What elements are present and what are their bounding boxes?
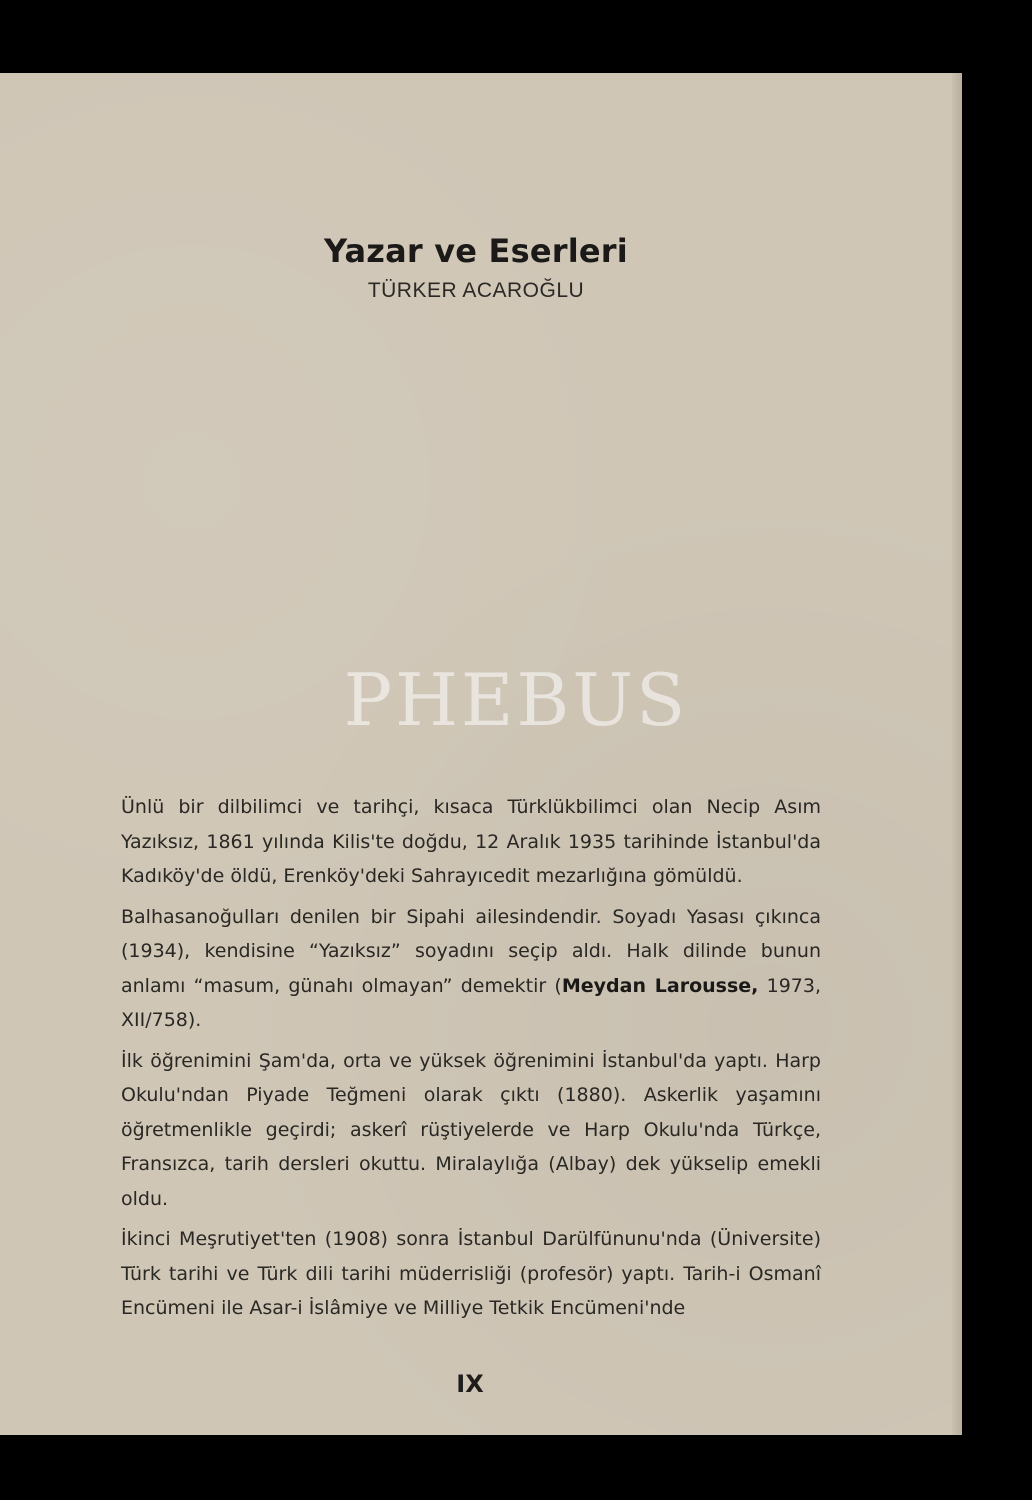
title-block bbox=[0, 229, 952, 305]
paragraph-4: İkinci Meşrutiyet'ten (1908) sonra İstanbul Darülfünunu'nda (Üniversite) Türk tarihi ve Türk dili tarihi müderrisliği (profesör) yaptı. Tarih-i Osmanî Encümeni ile Asar-i İslâmiye ve Milliye Tetkik Encümeni'nde bbox=[121, 1228, 821, 1319]
paragraph-1: Ünlü bir dilbilimci ve tarihçi, kısaca Türklükbilimci olan Necip Asım Yazıksız, 1861 yılında Kilis'te doğdu, 12 Aralık 1935 tarihinde İstanbul'da Kadıköy'de öldü, Erenköy'deki Sahrayıcedit mezarlığına gömüldü. bbox=[121, 796, 821, 887]
page-number: IX bbox=[456, 1370, 484, 1398]
watermark: PHEBUS bbox=[343, 658, 689, 742]
author-name: TÜRKER ACAROĞLU bbox=[367, 279, 585, 302]
paragraph-2-bold-reference: Meydan Larousse, bbox=[561, 974, 759, 997]
paragraph-2-text-end: 1973, XII/758). bbox=[121, 974, 822, 1031]
page-title: Yazar ve Eserleri bbox=[324, 232, 628, 270]
book-page bbox=[0, 73, 962, 1435]
paragraph-3: İlk öğrenimini Şam'da, orta ve yüksek öğrenimini İstanbul'da yaptı. Harp Okulu'ndan Piyade Teğmeni olarak çıktı (1880). Askerlik yaşamını öğretmenlikle geçirdi; askerî rüştiyelerde ve Harp Okulu'nda Türkçe, Fransızca, tarih dersleri okuttu. Miralaylığa (Albay) dek yükselip emekli oldu. bbox=[121, 1049, 821, 1210]
paragraph-2 bbox=[121, 900, 821, 1038]
page-edge bbox=[952, 73, 962, 1435]
body-text bbox=[121, 790, 821, 1332]
paragraph-2-text-start: Balhasanoğulları denilen bir Sipahi ailesindendir. Soyadı Yasası çıkınca (1934), kendisine “Yazıksız” soyadını seçip aldı. Halk dilinde bunun anlamı “masum, günahı olmayan” demektir ( bbox=[121, 905, 821, 997]
